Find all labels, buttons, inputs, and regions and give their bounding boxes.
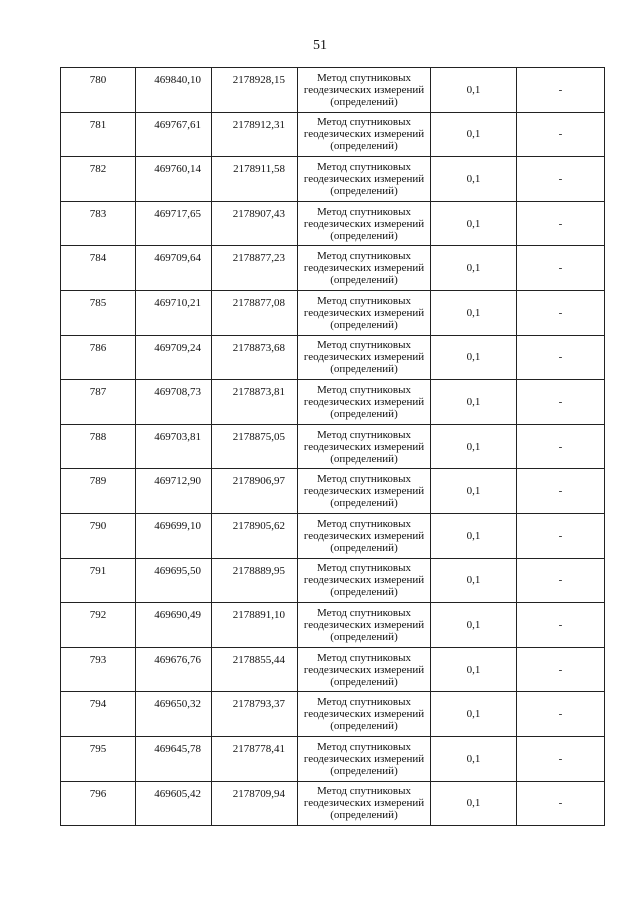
point-number-cell: 788: [61, 424, 136, 469]
point-number-cell: 780: [61, 68, 136, 113]
point-number-cell: 786: [61, 335, 136, 380]
extra-cell: -: [517, 157, 605, 202]
point-number-cell: 783: [61, 201, 136, 246]
coordinates-table: [60, 67, 605, 826]
method-cell: [298, 112, 431, 157]
method-line: (определений): [330, 274, 398, 287]
x-coordinate-cell: 469676,76: [136, 647, 212, 692]
method-line: (определений): [330, 586, 398, 599]
x-coordinate-cell: 469710,21: [136, 290, 212, 335]
table-row: [61, 781, 605, 826]
point-number-cell: 795: [61, 736, 136, 781]
table-row: [61, 157, 605, 202]
method-line: (определений): [330, 497, 398, 510]
extra-cell: -: [517, 290, 605, 335]
accuracy-cell: 0,1: [431, 781, 517, 826]
x-coordinate-cell: 469650,32: [136, 692, 212, 737]
method-cell: [298, 736, 431, 781]
method-line: Метод спутниковых: [317, 428, 411, 441]
method-line: Метод спутниковых: [317, 562, 411, 575]
method-line: геодезических измерений: [303, 128, 425, 141]
method-line: геодезических измерений: [303, 262, 425, 275]
method-line: Метод спутниковых: [317, 606, 411, 619]
method-line: Метод спутниковых: [317, 116, 411, 129]
method-cell: [298, 558, 431, 603]
method-cell: [298, 201, 431, 246]
method-line: геодезических измерений: [303, 306, 425, 319]
y-coordinate-cell: 2178793,37: [212, 692, 298, 737]
method-line: Метод спутниковых: [317, 250, 411, 263]
method-line: (определений): [330, 630, 398, 643]
method-cell: [298, 246, 431, 291]
method-line: геодезических измерений: [303, 440, 425, 453]
y-coordinate-cell: 2178873,68: [212, 335, 298, 380]
point-number-cell: 796: [61, 781, 136, 826]
table-row: [61, 380, 605, 425]
x-coordinate-cell: 469645,78: [136, 736, 212, 781]
x-coordinate-cell: 469703,81: [136, 424, 212, 469]
table-row: [61, 335, 605, 380]
table-row: [61, 201, 605, 246]
y-coordinate-cell: 2178912,31: [212, 112, 298, 157]
extra-cell: -: [517, 603, 605, 648]
method-line: (определений): [330, 229, 398, 242]
accuracy-cell: 0,1: [431, 513, 517, 558]
table-row: [61, 603, 605, 648]
method-line: Метод спутниковых: [317, 71, 411, 84]
point-number-cell: 794: [61, 692, 136, 737]
table-row: [61, 469, 605, 514]
y-coordinate-cell: 2178877,08: [212, 290, 298, 335]
x-coordinate-cell: 469709,24: [136, 335, 212, 380]
accuracy-cell: 0,1: [431, 469, 517, 514]
method-cell: [298, 380, 431, 425]
accuracy-cell: 0,1: [431, 558, 517, 603]
accuracy-cell: 0,1: [431, 201, 517, 246]
method-cell: [298, 603, 431, 648]
accuracy-cell: 0,1: [431, 380, 517, 425]
x-coordinate-cell: 469695,50: [136, 558, 212, 603]
y-coordinate-cell: 2178906,97: [212, 469, 298, 514]
extra-cell: -: [517, 424, 605, 469]
extra-cell: -: [517, 513, 605, 558]
accuracy-cell: 0,1: [431, 112, 517, 157]
method-line: (определений): [330, 720, 398, 733]
y-coordinate-cell: 2178891,10: [212, 603, 298, 648]
table-row: [61, 692, 605, 737]
extra-cell: -: [517, 112, 605, 157]
extra-cell: -: [517, 201, 605, 246]
extra-cell: -: [517, 335, 605, 380]
method-line: геодезических измерений: [303, 574, 425, 587]
point-number-cell: 782: [61, 157, 136, 202]
accuracy-cell: 0,1: [431, 647, 517, 692]
method-line: геодезических измерений: [303, 351, 425, 364]
x-coordinate-cell: 469760,14: [136, 157, 212, 202]
method-cell: [298, 335, 431, 380]
accuracy-cell: 0,1: [431, 246, 517, 291]
x-coordinate-cell: 469717,65: [136, 201, 212, 246]
method-line: геодезических измерений: [303, 485, 425, 498]
x-coordinate-cell: 469699,10: [136, 513, 212, 558]
extra-cell: -: [517, 68, 605, 113]
method-line: Метод спутниковых: [317, 785, 411, 798]
method-line: (определений): [330, 541, 398, 554]
method-cell: [298, 647, 431, 692]
method-line: геодезических измерений: [303, 752, 425, 765]
method-line: геодезических измерений: [303, 529, 425, 542]
method-line: Метод спутниковых: [317, 205, 411, 218]
x-coordinate-cell: 469708,73: [136, 380, 212, 425]
table-row: [61, 246, 605, 291]
extra-cell: -: [517, 246, 605, 291]
y-coordinate-cell: 2178877,23: [212, 246, 298, 291]
accuracy-cell: 0,1: [431, 157, 517, 202]
point-number-cell: 781: [61, 112, 136, 157]
method-cell: [298, 290, 431, 335]
x-coordinate-cell: 469709,64: [136, 246, 212, 291]
extra-cell: -: [517, 380, 605, 425]
y-coordinate-cell: 2178778,41: [212, 736, 298, 781]
extra-cell: -: [517, 692, 605, 737]
method-line: (определений): [330, 809, 398, 822]
accuracy-cell: 0,1: [431, 335, 517, 380]
method-line: Метод спутниковых: [317, 383, 411, 396]
table-row: [61, 736, 605, 781]
method-line: Метод спутниковых: [317, 160, 411, 173]
method-line: (определений): [330, 95, 398, 108]
method-line: (определений): [330, 363, 398, 376]
method-cell: [298, 157, 431, 202]
method-cell: [298, 692, 431, 737]
x-coordinate-cell: 469767,61: [136, 112, 212, 157]
y-coordinate-cell: 2178855,44: [212, 647, 298, 692]
method-line: Метод спутниковых: [317, 696, 411, 709]
method-line: геодезических измерений: [303, 395, 425, 408]
method-cell: [298, 781, 431, 826]
point-number-cell: 785: [61, 290, 136, 335]
method-line: (определений): [330, 407, 398, 420]
y-coordinate-cell: 2178911,58: [212, 157, 298, 202]
page-number: 51: [313, 38, 327, 53]
method-line: геодезических измерений: [303, 618, 425, 631]
method-line: (определений): [330, 452, 398, 465]
method-cell: [298, 424, 431, 469]
y-coordinate-cell: 2178875,05: [212, 424, 298, 469]
extra-cell: -: [517, 781, 605, 826]
point-number-cell: 784: [61, 246, 136, 291]
accuracy-cell: 0,1: [431, 68, 517, 113]
y-coordinate-cell: 2178907,43: [212, 201, 298, 246]
table-row: [61, 424, 605, 469]
y-coordinate-cell: 2178709,94: [212, 781, 298, 826]
method-line: Метод спутниковых: [317, 294, 411, 307]
method-line: (определений): [330, 184, 398, 197]
method-cell: [298, 68, 431, 113]
point-number-cell: 789: [61, 469, 136, 514]
extra-cell: -: [517, 469, 605, 514]
table-row: [61, 558, 605, 603]
accuracy-cell: 0,1: [431, 290, 517, 335]
point-number-cell: 793: [61, 647, 136, 692]
method-line: Метод спутниковых: [317, 473, 411, 486]
y-coordinate-cell: 2178889,95: [212, 558, 298, 603]
accuracy-cell: 0,1: [431, 424, 517, 469]
point-number-cell: 790: [61, 513, 136, 558]
point-number-cell: 791: [61, 558, 136, 603]
table-row: [61, 112, 605, 157]
extra-cell: -: [517, 558, 605, 603]
method-line: геодезических измерений: [303, 83, 425, 96]
extra-cell: -: [517, 647, 605, 692]
table-row: [61, 647, 605, 692]
method-cell: [298, 513, 431, 558]
accuracy-cell: 0,1: [431, 736, 517, 781]
method-line: геодезических измерений: [303, 217, 425, 230]
table-row: [61, 290, 605, 335]
accuracy-cell: 0,1: [431, 692, 517, 737]
method-cell: [298, 469, 431, 514]
method-line: (определений): [330, 140, 398, 153]
y-coordinate-cell: 2178905,62: [212, 513, 298, 558]
method-line: геодезических измерений: [303, 172, 425, 185]
y-coordinate-cell: 2178928,15: [212, 68, 298, 113]
method-line: геодезических измерений: [303, 708, 425, 721]
point-number-cell: 787: [61, 380, 136, 425]
extra-cell: -: [517, 736, 605, 781]
method-line: Метод спутниковых: [317, 740, 411, 753]
method-line: (определений): [330, 675, 398, 688]
method-line: Метод спутниковых: [317, 517, 411, 530]
x-coordinate-cell: 469690,49: [136, 603, 212, 648]
accuracy-cell: 0,1: [431, 603, 517, 648]
x-coordinate-cell: 469712,90: [136, 469, 212, 514]
method-line: геодезических измерений: [303, 797, 425, 810]
method-line: геодезических измерений: [303, 663, 425, 676]
method-line: Метод спутниковых: [317, 339, 411, 352]
method-line: Метод спутниковых: [317, 651, 411, 664]
point-number-cell: 792: [61, 603, 136, 648]
table-row: [61, 68, 605, 113]
x-coordinate-cell: 469605,42: [136, 781, 212, 826]
method-line: (определений): [330, 764, 398, 777]
method-line: (определений): [330, 318, 398, 331]
y-coordinate-cell: 2178873,81: [212, 380, 298, 425]
table-row: [61, 513, 605, 558]
x-coordinate-cell: 469840,10: [136, 68, 212, 113]
